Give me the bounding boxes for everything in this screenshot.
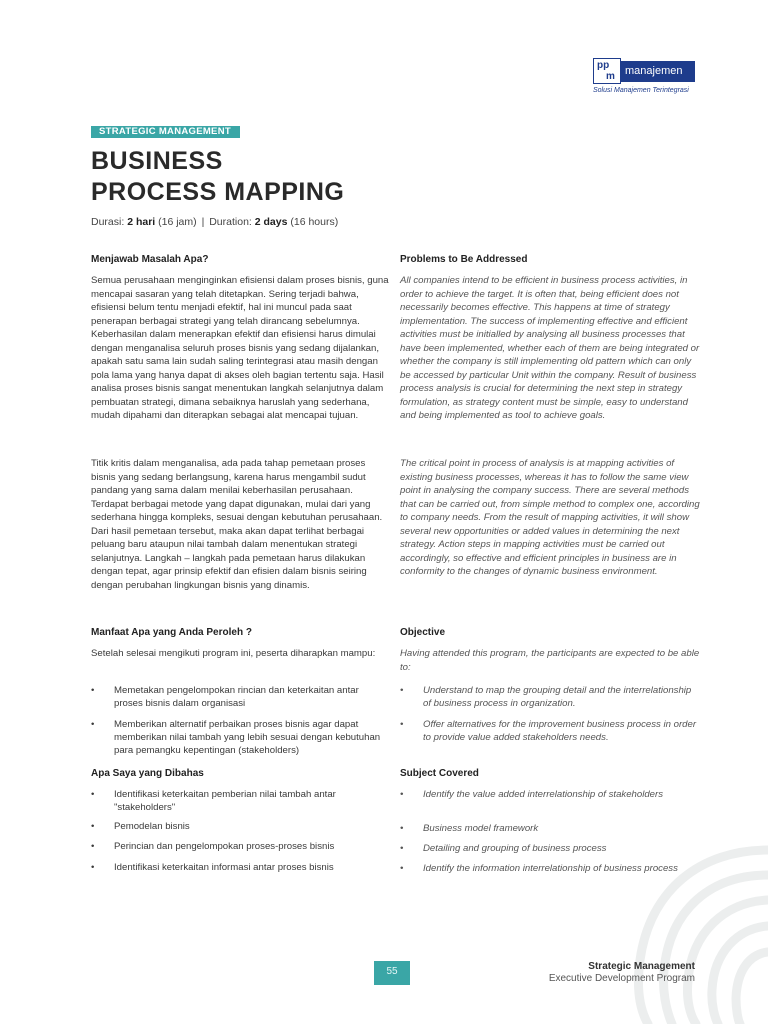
category-tag: STRATEGIC MANAGEMENT <box>91 126 240 138</box>
bullet-dot: • <box>91 821 95 832</box>
bullet-dot: • <box>400 685 404 696</box>
logo-mark <box>593 58 621 84</box>
bullet-text: Perincian dan pengelompokan proses-proses bisnis <box>114 841 335 852</box>
duration-id-hours: (16 jam) <box>158 216 197 228</box>
bullet-text: Memberikan alternatif perbaikan proses bisnis agar dapat memberikan nilai tambah yang lebih sesuai dengan kebutuhan para pemangku kepentingan (stakeholders) <box>114 719 381 756</box>
duration-line <box>91 216 338 228</box>
duration-en-hours: (16 hours) <box>290 216 339 228</box>
left-paragraph-2: Titik kritis dalam menganalisa, ada pada tahap pemetaan proses bisnis yang sedang berlangsung, karena harus mengambil sudut pandang yang sama dalam menilai keberhasilan perusahaan. Terdapat berbagai metode yang dapat digunakan, mulai dari yang sederhana hingga kompleks, sesuai dengan kebutuhan perusahaan. Dari hasil pemetaan tersebut, maka akan dapat terlihat berbagai peluang baru ataupun nilai tambah dalam menentukan strategi selanjutnya. Langkah – langkah pada pemetaan harus dilakukan dengan tepat, agar prinsip efektif dan efisien dalam bisnis seiring dengan perubahan lingkungan bisnis yang dinamis. <box>91 458 383 591</box>
duration-en-label: Duration: <box>209 216 252 228</box>
bullet-dot: • <box>400 719 404 730</box>
left-heading-problems: Menjawab Masalah Apa? <box>91 254 209 265</box>
logo-tagline: Solusi Manajemen Terintegrasi <box>593 87 689 94</box>
right-paragraph-1: All companies intend to be efficient in business process activities, in order to achieve the target. It is often that, being efficient does not necessarily becomes effective. This happens at time of strategy implementation. The success of implementing effective and efficient activities must be initialled by analysing all business processes that have been implemented, whether each of them are being integrated or whether the company is still implementing old pattern which can only be accessed by particular Unit within the company. Result of business process analysis is crucial for determining the next step in strategy formulation, as strategy content must be simple, easy to understand and being implemented as tool to achieve goals. <box>400 275 700 421</box>
bullet-text: Memetakan pengelompokan rincian dan keterkaitan antar proses bisnis dalam organisasi <box>114 685 359 709</box>
right-heading-objective: Objective <box>400 627 446 638</box>
ppm-logo <box>593 58 705 98</box>
bullet-dot: • <box>400 863 404 874</box>
bullet-text: Identify the value added interrelationship of stakeholders <box>423 789 663 800</box>
logo-mark-bottom: m <box>606 71 615 82</box>
bullet-text: Identifikasi keterkaitan pemberian nilai tambah antar "stakeholders" <box>114 789 336 813</box>
page-number: 55 <box>374 961 410 985</box>
bullet-text: Offer alternatives for the improvement business process in order to provide value added stakeholders needs. <box>423 719 697 743</box>
bullet-dot: • <box>400 823 404 834</box>
footer-title: Strategic Management <box>588 961 695 972</box>
bullet-text: Understand to map the grouping detail and the interrelationship of business process in organization. <box>423 685 692 709</box>
bullet-text: Identifikasi keterkaitan informasi antar proses bisnis <box>114 862 334 873</box>
bullet-text: Pemodelan bisnis <box>114 821 190 832</box>
duration-en-value: 2 days <box>254 216 288 228</box>
right-paragraph-3: Having attended this program, the participants are expected to be able to: <box>400 648 700 673</box>
bullet-dot: • <box>91 719 95 730</box>
bullet-text: Business model framework <box>423 823 539 834</box>
page-title <box>91 146 344 208</box>
footer-subtitle: Executive Development Program <box>548 973 695 984</box>
title-line-1: BUSINESS <box>91 147 223 175</box>
bullet-dot: • <box>91 685 95 696</box>
fingerprint-decoration <box>600 830 768 1024</box>
bullet-text: Detailing and grouping of business process <box>423 843 607 854</box>
right-paragraph-2: The critical point in process of analysis is at mapping activities of existing business processes, whereas it has to follow the same view point in analysing the company success. There are several methods that can be carried out, from simple method to complex one, according to company needs. From the result of mapping activities, it will show several new opportunities or added values in determining the next strategy. Action steps in mapping activities must be carried out accordingly, so effective and efficient principles in business are in conformity to the changes of dynamic business environment. <box>400 458 700 577</box>
left-paragraph-3: Setelah selesai mengikuti program ini, peserta diharapkan mampu: <box>91 648 376 659</box>
bullet-dot: • <box>400 789 404 800</box>
right-heading-subjects: Subject Covered <box>400 768 479 779</box>
left-heading-topics: Apa Saya yang Dibahas <box>91 768 204 779</box>
bullet-dot: • <box>91 841 95 852</box>
duration-id-value: 2 hari <box>127 216 156 228</box>
bullet-text: Identify the information interrelationship of business process <box>423 863 678 874</box>
right-heading-problems: Problems to Be Addressed <box>400 254 528 265</box>
duration-id-label: Durasi: <box>91 216 125 228</box>
bullet-dot: • <box>400 843 404 854</box>
bullet-dot: • <box>91 862 95 873</box>
logo-mark-top: pp <box>597 60 610 71</box>
duration-separator: | <box>201 216 205 228</box>
left-heading-benefits: Manfaat Apa yang Anda Peroleh ? <box>91 627 252 638</box>
logo-name: manajemen <box>621 61 695 82</box>
title-line-2: PROCESS MAPPING <box>91 178 345 206</box>
bullet-dot: • <box>91 789 95 800</box>
left-paragraph-1: Semua perusahaan menginginkan efisiensi dalam proses bisnis, guna mencapai sasaran yang telah ditetapkan. Sering terjadi bahwa, efisiensi belum tentu menjadi efektif, hal ini muncul pada saat penerapan berbagai strategi yang telah dirancang sebelumnya. Keberhasilan dalam menerapkan efektif dan efisiensi harus dimulai dengan menganalisa seluruh proses bisnis yang sedang dijalankan, apakah satu sama lain sudah saling terintegrasi atau masih dengan pola lama yang hanya dapat di akses oleh bagian tertentu saja. Hasil analisa proses bisnis sangat menentukan langkah selanjutnya dalam pembuatan strategi, dimana sebaiknya haruslah yang sederhana, mudah dipahami dan diterapkan sebagai alat mencapai tujuan. <box>91 275 389 421</box>
